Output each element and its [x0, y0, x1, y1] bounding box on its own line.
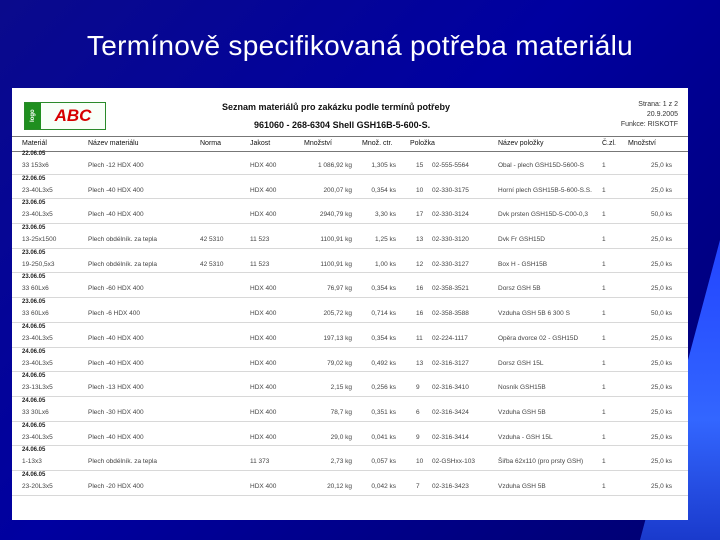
table-cell: 17 — [416, 211, 424, 219]
table-cell: 33 153x6 — [22, 162, 49, 169]
table-cell: 42 5310 — [200, 236, 224, 244]
table-cell: HDX 400 — [250, 384, 277, 392]
table-cell: Horní plech GSH15B-5-600-S.S. — [498, 186, 592, 194]
report-meta — [621, 100, 678, 130]
table-cell: Šiřba 62x110 (pro prsty GSH) — [498, 458, 584, 466]
table-cell: 10 — [416, 186, 424, 194]
table-cell: HDX 400 — [250, 482, 277, 490]
table-cell: 42 5310 — [200, 260, 224, 268]
column-header: Množství — [304, 140, 333, 147]
date-group-row — [12, 471, 688, 480]
table-cell: Plech -6 HDX 400 — [88, 310, 141, 318]
table-cell: Dorsz GSH 5B — [498, 285, 541, 293]
table-cell: 1 — [602, 482, 606, 490]
table-cell: 02-555-5564 — [432, 162, 469, 169]
table-cell: 205,72 kg — [323, 310, 352, 318]
table-cell: 1 — [602, 384, 606, 392]
table-cell: 33 30Lx6 — [22, 408, 49, 416]
table-cell: Plech -40 HDX 400 — [88, 433, 144, 441]
table-cell: 2940,79 kg — [319, 211, 352, 219]
table-row — [12, 357, 688, 373]
date-group-row — [12, 397, 688, 406]
table-cell: 79,02 kg — [327, 359, 352, 367]
column-header: Jakost — [250, 140, 271, 147]
company-logo — [24, 102, 106, 130]
column-header: Množ. ctr. — [362, 140, 393, 147]
table-cell: Plech obdélník. za tepla — [88, 260, 158, 268]
table-row — [12, 282, 688, 298]
table-cell: HDX 400 — [250, 285, 277, 293]
table-cell: Nosník GSH15B — [498, 384, 546, 392]
table-cell: 23-13L3x5 — [22, 384, 53, 392]
table-cell: HDX 400 — [250, 310, 277, 318]
report-document — [12, 88, 688, 520]
column-header: Norma — [200, 140, 222, 147]
table-row — [12, 258, 688, 274]
table-cell: 25,0 ks — [651, 384, 672, 392]
table-cell: 76,97 kg — [327, 285, 352, 293]
table-cell: HDX 400 — [250, 211, 277, 219]
table-cell: 25,0 ks — [651, 482, 672, 490]
report-heading: Seznam materiálů pro zakázku podle termínů potřeby — [222, 102, 451, 112]
table-cell: 19-250,5x3 — [22, 260, 55, 268]
table-cell: Dvk Fr GSH15D — [498, 236, 545, 244]
table-cell: 1 — [602, 211, 606, 219]
group-date: 24.06.05 — [22, 323, 46, 330]
table-cell: 0,351 ks — [371, 408, 396, 416]
table-row — [12, 208, 688, 224]
group-date: 23.06.05 — [22, 225, 46, 232]
table-cell: 1 — [602, 260, 606, 268]
group-date: 24.06.05 — [22, 447, 46, 454]
group-date: 22.06.05 — [22, 175, 46, 182]
group-date: 24.06.05 — [22, 397, 46, 404]
table-cell: 1 — [602, 162, 606, 169]
table-cell: 1 — [602, 186, 606, 194]
table-cell: 02-224-1117 — [432, 334, 468, 342]
table-cell: 9 — [416, 433, 420, 441]
table-cell: 1100,91 kg — [320, 236, 352, 244]
table-cell: 02-GSHxx-103 — [432, 458, 475, 466]
table-cell: 02-330-3124 — [432, 211, 469, 219]
table-cell: 23-40L3x5 — [22, 359, 53, 367]
table-cell: 1 — [602, 334, 606, 342]
date-group-row — [12, 273, 688, 282]
date-group-row — [12, 224, 688, 233]
group-date: 24.06.05 — [22, 471, 46, 478]
table-cell: 1 — [602, 458, 606, 466]
table-cell: 7 — [416, 482, 420, 490]
table-cell: Dvk prsten GSH15D-5-C00-0,3 — [498, 211, 588, 219]
table-cell: 1,25 ks — [375, 236, 396, 244]
group-date: 24.06.05 — [22, 422, 46, 429]
table-cell: 1,00 ks — [375, 260, 396, 268]
table-cell: Dorsz GSH 15L — [498, 359, 544, 367]
table-cell: 1 — [602, 310, 606, 318]
table-cell: 23-20L3x5 — [22, 482, 53, 490]
table-row — [12, 480, 688, 496]
column-header: Množství — [628, 140, 657, 147]
table-cell: 1 — [602, 285, 606, 293]
table-cell: Plech -30 HDX 400 — [88, 408, 144, 416]
table-cell: 0,714 ks — [371, 310, 396, 318]
table-cell: 12 — [416, 260, 424, 268]
group-date: 23.06.05 — [22, 274, 46, 281]
report-user: Funkce: RISKOTF — [620, 121, 678, 128]
logo-side-label: logo — [25, 103, 41, 129]
table-cell: 2,73 kg — [330, 458, 352, 466]
table-cell: 02-316-3127 — [432, 359, 469, 367]
table-cell: 23-40L3x5 — [22, 433, 53, 441]
table-cell: HDX 400 — [250, 433, 277, 441]
table-cell: 02-316-3424 — [432, 408, 469, 416]
table-cell: 1 — [602, 433, 606, 441]
group-date: 22.06.05 — [22, 151, 46, 157]
date-group-row — [12, 446, 688, 455]
report-subheading: 961060 - 268-6304 Shell GSH16B-5-600-S. — [254, 120, 431, 130]
table-row — [12, 159, 688, 175]
table-cell: 02-358-3588 — [432, 310, 469, 318]
table-cell: Opěra dvorce 02 - GSH15D — [498, 334, 579, 342]
table-cell: 20,12 kg — [327, 482, 352, 490]
table-cell: 200,07 kg — [323, 186, 352, 194]
group-date: 24.06.05 — [22, 373, 46, 380]
table-cell: 25,0 ks — [651, 260, 672, 268]
table-cell: 25,0 ks — [651, 408, 672, 416]
table-cell: 25,0 ks — [651, 162, 672, 169]
date-group-row — [12, 249, 688, 258]
table-cell: Plech obdélník. za tepla — [88, 236, 158, 244]
table-cell: 0,354 ks — [371, 285, 396, 293]
table-cell: 02-330-3120 — [432, 236, 469, 244]
column-header: Položka — [410, 140, 435, 147]
table-cell: 25,0 ks — [651, 458, 672, 466]
table-cell: Vzduha - GSH 15L — [498, 433, 553, 441]
table-row — [12, 332, 688, 348]
table-cell: 50,0 ks — [651, 211, 672, 219]
table-cell: 11 373 — [250, 458, 270, 466]
table-cell: 13 — [416, 359, 424, 367]
table-cell: 3,30 ks — [375, 211, 396, 219]
table-cell: 25,0 ks — [651, 433, 672, 441]
table-row — [12, 184, 688, 200]
table-cell: HDX 400 — [250, 359, 277, 367]
table-cell: Plech -12 HDX 400 — [88, 162, 144, 169]
table-row — [12, 381, 688, 397]
table-cell: 0,354 ks — [371, 186, 396, 194]
group-date: 23.06.05 — [22, 299, 46, 306]
table-cell: 11 523 — [250, 260, 270, 268]
table-cell: 33 60Lx6 — [22, 310, 49, 318]
table-cell: 13 — [416, 236, 424, 244]
table-cell: 23-40L3x5 — [22, 334, 53, 342]
table-row — [12, 455, 688, 471]
table-cell: 25,0 ks — [651, 285, 672, 293]
table-cell: 1 — [602, 359, 606, 367]
table-body — [12, 150, 688, 496]
report-date: 20.9.2005 — [646, 111, 678, 118]
table-cell: 23-40L3x5 — [22, 186, 53, 194]
table-cell: 6 — [416, 408, 420, 416]
table-cell: 02-316-3414 — [432, 433, 469, 441]
table-cell: 33 60Lx6 — [22, 285, 49, 293]
table-cell: Plech -13 HDX 400 — [88, 384, 144, 392]
table-cell: 25,0 ks — [651, 359, 672, 367]
table-row — [12, 406, 688, 422]
table-cell: HDX 400 — [250, 162, 277, 169]
column-header: Název položky — [498, 140, 544, 147]
column-header: Název materiálu — [88, 140, 139, 147]
logo-text: ABC — [41, 103, 105, 129]
table-cell: 0,041 ks — [371, 433, 396, 441]
group-date: 23.06.05 — [22, 249, 46, 256]
date-group-row — [12, 150, 688, 159]
table-cell: Box H - GSH15B — [498, 260, 548, 268]
date-group-row — [12, 199, 688, 208]
date-group-row — [12, 372, 688, 381]
date-group-row — [12, 298, 688, 307]
table-cell: HDX 400 — [250, 186, 277, 194]
table-cell: Obal - plech GSH15D-5600-S — [498, 162, 584, 169]
slide-title: Termínově specifikovaná potřeba materiálu — [86, 30, 634, 61]
table-cell: 2,15 kg — [330, 384, 352, 392]
table-row — [12, 307, 688, 323]
table-cell: 50,0 ks — [651, 310, 672, 318]
table-cell: 29,0 kg — [330, 433, 352, 441]
group-date: 24.06.05 — [22, 348, 46, 355]
table-cell: Vzduha GSH 5B — [498, 482, 546, 490]
page-number: Strana: 1 z 2 — [638, 101, 678, 108]
column-header: Č.zl. — [602, 140, 616, 147]
table-cell: 11 523 — [250, 236, 270, 244]
table-cell: 16 — [416, 310, 424, 318]
table-cell: HDX 400 — [250, 334, 277, 342]
table-cell: 0,256 ks — [371, 384, 396, 392]
table-cell: 02-316-3410 — [432, 384, 469, 392]
table-cell: 02-358-3521 — [432, 285, 469, 293]
table-cell: 0,042 ks — [371, 482, 396, 490]
table-cell: Plech -40 HDX 400 — [88, 186, 144, 194]
table-cell: 11 — [416, 334, 423, 342]
table-cell: 1 086,92 kg — [318, 162, 352, 169]
date-group-row — [12, 175, 688, 184]
table-cell: 0,057 ks — [371, 458, 396, 466]
table-cell: 1,305 ks — [371, 162, 396, 169]
table-cell: 02-316-3423 — [432, 482, 469, 490]
table-cell: 1-13x3 — [22, 458, 42, 466]
table-cell: Plech -20 HDX 400 — [88, 482, 144, 490]
table-cell: Vzduha GSH 5B 6 300 S — [498, 310, 570, 318]
table-cell: Plech -40 HDX 400 — [88, 359, 144, 367]
column-header: Materiál — [22, 140, 47, 147]
table-cell: 15 — [416, 162, 424, 169]
table-cell: 0,354 ks — [371, 334, 396, 342]
table-cell: 25,0 ks — [651, 236, 672, 244]
table-cell: 16 — [416, 285, 424, 293]
table-cell: Plech -40 HDX 400 — [88, 211, 144, 219]
table-cell: 197,13 kg — [323, 334, 352, 342]
table-cell: 1 — [602, 408, 606, 416]
table-cell: 1100,91 kg — [320, 260, 352, 268]
table-cell: 25,0 ks — [651, 334, 672, 342]
table-cell: 10 — [416, 458, 424, 466]
table-cell: 9 — [416, 384, 420, 392]
table-cell: 23-40L3x5 — [22, 211, 53, 219]
table-cell: Plech obdélník. za tepla — [88, 458, 158, 466]
table-cell: 25,0 ks — [651, 186, 672, 194]
group-date: 23.06.05 — [22, 200, 46, 207]
date-group-row — [12, 323, 688, 332]
table-cell: 02-330-3175 — [432, 186, 469, 194]
table-cell: HDX 400 — [250, 408, 277, 416]
table-cell: 0,492 ks — [371, 359, 396, 367]
table-cell: Vzduha GSH 5B — [498, 408, 546, 416]
date-group-row — [12, 422, 688, 431]
table-cell: 02-330-3127 — [432, 260, 469, 268]
table-row — [12, 233, 688, 249]
table-row — [12, 431, 688, 447]
table-cell: Plech -60 HDX 400 — [88, 285, 144, 293]
table-cell: 1 — [602, 236, 606, 244]
table-cell: Plech -40 HDX 400 — [88, 334, 144, 342]
table-cell: 13-25x1500 — [22, 236, 57, 244]
table-cell: 78,7 kg — [330, 408, 352, 416]
date-group-row — [12, 348, 688, 357]
